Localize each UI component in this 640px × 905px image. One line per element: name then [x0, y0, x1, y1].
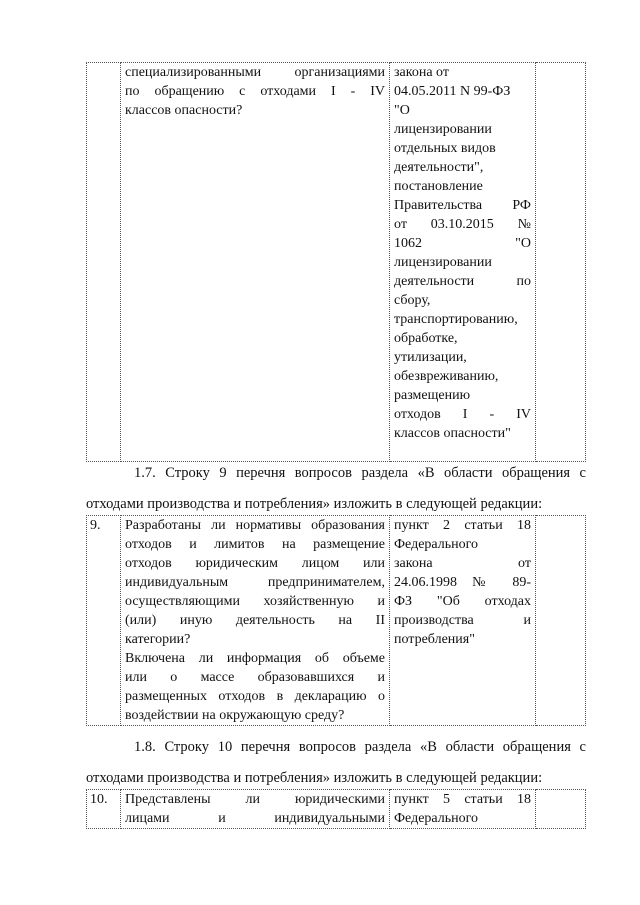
table-row	[87, 516, 586, 726]
reference-line: обработке,	[394, 331, 458, 346]
question-line: Разработаны ли нормативы образования	[125, 518, 385, 533]
legal-reference-cell	[390, 790, 536, 829]
requirements-table-row-continued	[86, 62, 586, 462]
reference-line: 04.05.2011 N 99-ФЗ	[394, 84, 511, 99]
reference-line: ФЗ "Об отходах	[394, 594, 531, 609]
question-line: отходов и лимитов на размещение	[125, 537, 385, 552]
reference-line: закона от	[394, 556, 531, 571]
reference-line: производства и	[394, 613, 531, 628]
empty-cell	[536, 516, 586, 726]
reference-line: лицензировании	[394, 255, 492, 270]
reference-line: Правительства РФ	[394, 198, 531, 213]
requirements-table-row-10	[86, 789, 586, 829]
reference-line: закона от	[394, 65, 449, 80]
question-line: Включена ли информация об объеме	[125, 651, 385, 666]
question-line: категории?	[125, 632, 191, 647]
paragraph-line: отходами производства и потребления» изложить в следующей редакции:	[86, 496, 543, 512]
reference-line: классов опасности"	[394, 426, 511, 441]
reference-line: сбору,	[394, 293, 431, 308]
question-line: отходов юридическим лицом или	[125, 556, 385, 571]
paragraph-line: 1.8. Строку 10 перечня вопросов раздела «В области обращения с	[134, 739, 586, 755]
reference-line: утилизации,	[394, 350, 467, 365]
question-line: или о массе образовавшихся и	[125, 670, 385, 685]
amendment-paragraph-1-7	[86, 464, 586, 514]
requirements-table-row-9	[86, 515, 586, 726]
question-line: классов опасности?	[125, 103, 243, 118]
reference-line: пункт 5 статьи 18	[394, 792, 531, 807]
question-line: (или) иную деятельность на II	[125, 613, 385, 628]
question-line: размещенных отходов в декларацию о	[125, 689, 385, 704]
question-line: специализированными организациями	[125, 65, 385, 80]
paragraph-line: отходами производства и потребления» изложить в следующей редакции:	[86, 770, 543, 786]
paragraph-line: 1.7. Строку 9 перечня вопросов раздела «В области обращения с	[134, 465, 586, 481]
reference-line: "О	[394, 103, 410, 118]
reference-line: отходов I - IV	[394, 407, 531, 422]
empty-cell	[536, 790, 586, 829]
reference-line: 24.06.1998 № 89-	[394, 575, 531, 590]
reference-line: деятельности по	[394, 274, 531, 289]
reference-line: Федерального	[394, 537, 479, 552]
amendment-paragraph-1-8	[86, 738, 586, 788]
question-line: лицами и индивидуальными	[125, 811, 385, 826]
reference-line: транспортированию,	[394, 312, 518, 327]
reference-line: постановление	[394, 179, 483, 194]
question-line: осуществляющими хозяйственную и	[125, 594, 385, 609]
legal-reference-cell	[390, 516, 536, 726]
reference-line: размещению	[394, 388, 471, 403]
question-line: по обращению с отходами I - IV	[125, 84, 385, 99]
reference-line: обезвреживанию,	[394, 369, 499, 384]
reference-line: лицензировании	[394, 122, 492, 137]
row-number-cell: 9.	[87, 516, 121, 726]
reference-line: потребления"	[394, 632, 475, 647]
legal-reference-cell	[390, 63, 536, 462]
reference-line: Федерального	[394, 811, 479, 826]
empty-cell	[536, 63, 586, 462]
reference-line: от 03.10.2015 №	[394, 217, 531, 232]
reference-line: 1062 "О	[394, 236, 531, 251]
reference-line: пункт 2 статьи 18	[394, 518, 531, 533]
question-cell	[121, 516, 390, 726]
question-line: Представлены ли юридическими	[125, 792, 385, 807]
table-row	[87, 63, 586, 462]
reference-line: деятельности",	[394, 160, 484, 175]
question-line: воздействии на окружающую среду?	[125, 708, 345, 723]
row-number-cell	[87, 63, 121, 462]
reference-line: отдельных видов	[394, 141, 496, 156]
table-row	[87, 790, 586, 829]
question-cell	[121, 790, 390, 829]
question-line: индивидуальным предпринимателем,	[125, 575, 385, 590]
question-cell	[121, 63, 390, 462]
row-number-cell: 10.	[87, 790, 121, 829]
